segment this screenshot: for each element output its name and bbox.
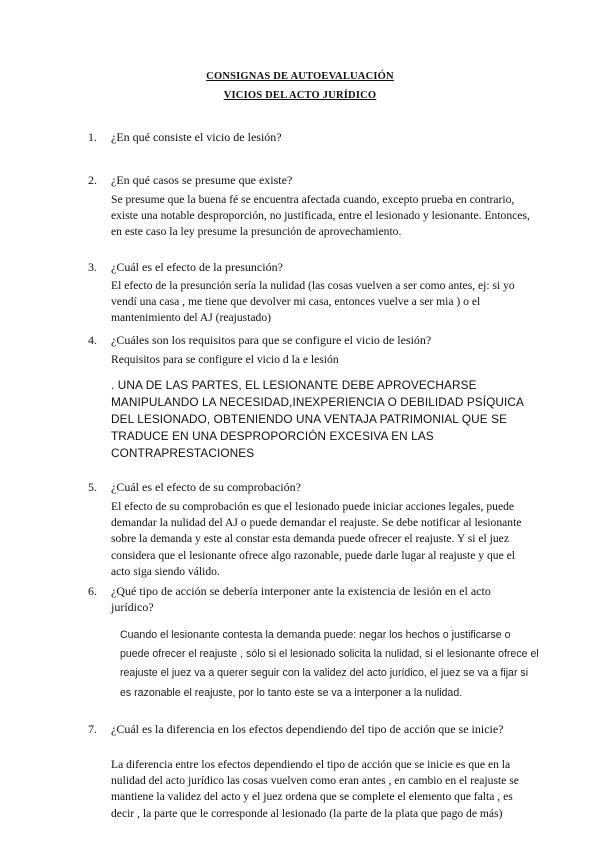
answer-7: La diferencia entre los efectos dependiendo el tipo de acción que se inicie es que en la nulidad del acto jurídico las cosas vuelven como eran antes , en cambio en el reajuste se mantiene la validez del acto y el juez ordena que se complete el elemento que falta , es decir , la parte que le corresponde al lesionado (la parte de la plata que pago de más) (111, 758, 519, 820)
question-number: 3. (88, 260, 97, 274)
question-text: ¿Qué tipo de acción se debería interponer ante la existencia de lesión en el acto jurídico? (111, 584, 491, 614)
question-number: 2. (88, 173, 97, 187)
question-text: ¿Cuál es el efecto de su comprobación? (111, 480, 301, 494)
question-text: ¿Cuáles son los requisitos para que se configure el vicio de lesión? (111, 333, 432, 347)
question-text: ¿Cuál es el efecto de la presunción? (111, 260, 283, 274)
answer-4-requisites: . UNA DE LAS PARTES, EL LESIONANTE DEBE APROVECHARSE MANIPULANDO LA NECESIDAD,INEXPERIENCIA O DEBILIDAD PSÍQUICA DEL LESIONADO, OBTENIENDO UNA VENTAJA PATRIMONIAL QUE SE TRADUCE EN UNA DESPROPORCIÓN EXCESIVA EN LAS CONTRAPRESTACIONES (111, 378, 524, 460)
doc-title: CONSIGNAS DE AUTOEVALUACIÓN (206, 71, 394, 82)
answer-3: El efecto de la presunción sería la nulidad (las cosas vuelven a ser como antes, ej: si yo vendí una casa , me tiene que devolver mi casa, entonces vuelve a ser mia ) o el mantenimiento del AJ (reajustado) (111, 279, 515, 325)
doc-subtitle: VICIOS DEL ACTO JURÍDICO (223, 90, 377, 101)
answer-5: El efecto de su comprobación es que el lesionado puede iniciar acciones legales, puede demandar la nulidad del AJ o puede demandar el reajuste. Se debe notificar al lesionante sobre la demanda y este al constar esta demanda puede ofrecer el reajuste. Y si el juez considera que el lesionante ofrece algo razonable, puede darle lugar al reajuste y que el acto siga siendo válido. (111, 500, 522, 578)
answer-2: Se presume que la buena fé se encuentra afectada cuando, excepto prueba en contrario, existe una notable desproporción, no justificada, entre el lesionado y lesionante. Entonces, en este caso la ley presume la presunción de aprovechamiento. (111, 193, 530, 239)
question-number: 5. (88, 480, 97, 494)
answer-4-intro: Requisitos para se configure el vicio d la e lesión (111, 353, 339, 366)
question-text: ¿En qué casos se presume que existe? (111, 173, 293, 187)
question-text: ¿Cuál es la diferencia en los efectos dependiendo del tipo de acción que se inicie? (111, 722, 504, 736)
question-number: 7. (88, 722, 97, 736)
question-number: 4. (88, 333, 97, 347)
question-number: 6. (88, 584, 97, 598)
question-number: 1. (88, 130, 97, 144)
question-text: ¿En qué consiste el vicio de lesión? (111, 130, 282, 144)
answer-6: Cuando el lesionante contesta la demanda puede: negar los hechos o justificarse o puede ofrecer el reajuste , sólo si el lesionado solicita la nulidad, si el lesionante ofrece el reajuste el juez va a querer seguir con la validez del acto jurídico, el juez se va a fijar si es razonable el reajuste, por lo tanto este se va a interponer a la nulidad. (120, 629, 539, 699)
